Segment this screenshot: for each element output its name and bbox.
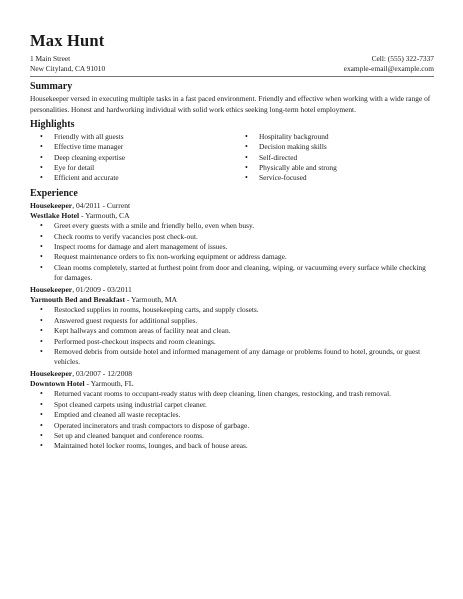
duty-item: • Answered guest requests for additional supplies. bbox=[38, 316, 434, 326]
duty-item: • Check rooms to verify vacancies post check-out. bbox=[38, 232, 434, 242]
duty-item: • Restocked supplies in rooms, housekeeping carts, and supply closets. bbox=[38, 305, 434, 315]
header-divider bbox=[30, 76, 434, 77]
highlights-left-column bbox=[38, 132, 243, 183]
duty-item: • Spot cleaned carpets using industrial carpet cleaner. bbox=[38, 400, 434, 410]
job-title: Housekeeper bbox=[30, 368, 73, 378]
job-title-line bbox=[30, 369, 434, 379]
company-name: Downtown Hotel bbox=[30, 379, 85, 389]
duty-item: • Returned vacant rooms to occupant-ready status with deep cleaning, linen changes, restocking, and trash removal. bbox=[38, 389, 434, 399]
summary-text: Housekeeper versed in executing multiple tasks in a fast paced environment. Friendly and effective when working with a wide range of personalities. Honest and hardworking individual with solid work ethics seeking long-term hotel employment. bbox=[30, 94, 431, 114]
highlight-item: • Physically able and strong bbox=[243, 163, 337, 173]
duty-item: • Greet every guests with a smile and friendly hello, even when busy. bbox=[38, 221, 434, 231]
job-entry bbox=[30, 369, 434, 452]
highlight-item: • Self-directed bbox=[243, 153, 337, 163]
highlight-item: • Service-focused bbox=[243, 173, 337, 183]
resume-page bbox=[30, 32, 434, 452]
job-title-line bbox=[30, 201, 434, 211]
company-location: - Yarmouth, MA bbox=[125, 295, 178, 304]
job-dates: , 01/2009 - 03/2011 bbox=[72, 284, 132, 294]
company-line bbox=[30, 379, 434, 389]
email-address: example-email@example.com bbox=[343, 63, 434, 73]
job-title-line bbox=[30, 285, 434, 295]
job-entry bbox=[30, 285, 434, 368]
highlights-heading: Highlights bbox=[30, 119, 75, 131]
job-dates: , 04/2011 - Current bbox=[72, 200, 131, 210]
highlights-list bbox=[30, 132, 434, 183]
address-line-1: 1 Main Street bbox=[30, 54, 71, 63]
duty-item: • Removed debris from outside hotel and informed management of any damage or problems found to hotel, grounds, or guest vehicles. bbox=[38, 347, 434, 368]
job-title: Housekeeper bbox=[30, 200, 73, 210]
company-line bbox=[30, 295, 434, 305]
candidate-name: Max Hunt bbox=[30, 31, 105, 50]
duty-item: • Maintained hotel locker rooms, lounges, and back of house areas. bbox=[38, 441, 434, 451]
highlight-item: • Efficient and accurate bbox=[38, 173, 243, 183]
duty-item: • Request maintenance orders to fix non-working equipment or address damage. bbox=[38, 252, 434, 262]
job-title: Housekeeper bbox=[30, 284, 73, 294]
duties-list bbox=[30, 389, 434, 451]
duties-list bbox=[30, 221, 434, 283]
duty-item: • Performed post-checkout inspects and room cleanings. bbox=[38, 337, 434, 347]
highlight-item: • Deep cleaning expertise bbox=[38, 153, 243, 163]
company-location: - Yarmouth, FL bbox=[84, 379, 134, 389]
experience-heading: Experience bbox=[30, 187, 78, 199]
duty-item: • Inspect rooms for damage and alert management of issues. bbox=[38, 242, 434, 252]
duty-item: • Kept hallways and common areas of facility neat and clean. bbox=[38, 326, 434, 336]
phone-number: Cell: (555) 322-7337 bbox=[371, 54, 434, 63]
job-entry bbox=[30, 201, 434, 284]
company-name: Westlake Hotel bbox=[30, 210, 80, 220]
highlight-item: • Hospitality background bbox=[243, 132, 337, 142]
company-name: Yarmouth Bed and Breakfast bbox=[30, 295, 126, 304]
highlight-item: • Decision making skills bbox=[243, 142, 337, 152]
duty-item: • Emptied and cleaned all waste receptacles. bbox=[38, 410, 434, 420]
contact-row-2 bbox=[30, 64, 434, 74]
duty-item: • Set up and cleaned banquet and conference rooms. bbox=[38, 431, 434, 441]
duty-item: • Operated incinerators and trash compactors to dispose of garbage. bbox=[38, 421, 434, 431]
duties-list bbox=[30, 305, 434, 367]
duty-item: • Clean rooms completely, started at furthest point from door and cleaning, wiping, or vacuuming every surface while checking for damages. bbox=[38, 263, 434, 284]
address-line-2: New Cityland, CA 91010 bbox=[30, 63, 106, 73]
highlight-item: • Eye for detail bbox=[38, 163, 243, 173]
job-dates: , 03/2007 - 12/2008 bbox=[72, 368, 133, 378]
highlight-item: • Effective time manager bbox=[38, 142, 243, 152]
summary-heading: Summary bbox=[30, 81, 73, 93]
contact-row-1 bbox=[30, 54, 434, 64]
company-location: - Yarmouth, CA bbox=[79, 210, 130, 220]
highlights-right-column bbox=[243, 132, 337, 183]
company-line bbox=[30, 211, 434, 221]
highlight-item: • Friendly with all guests bbox=[38, 132, 243, 142]
